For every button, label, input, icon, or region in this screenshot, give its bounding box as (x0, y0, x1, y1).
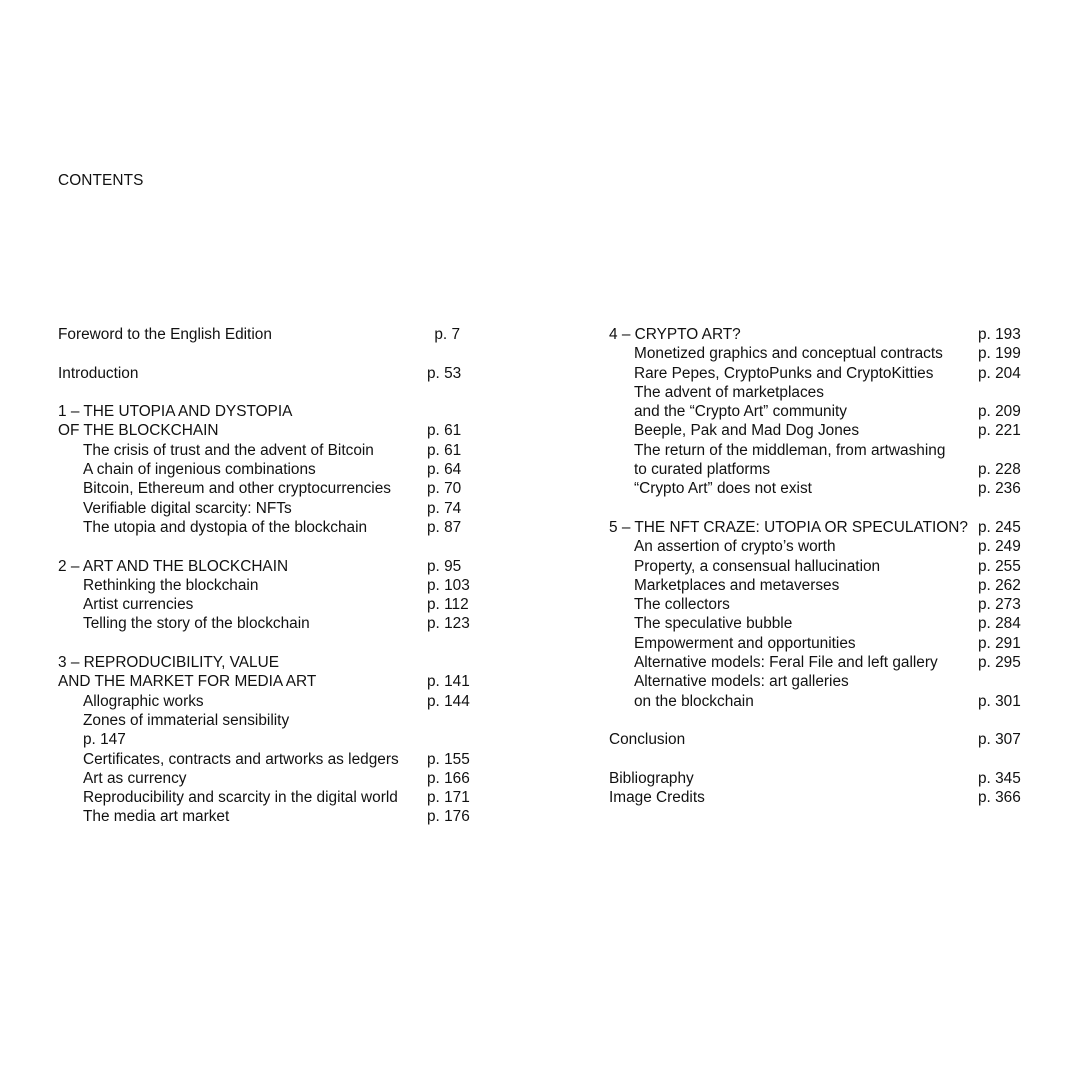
toc-entry-page: p. 171 (427, 789, 470, 807)
toc-entry-title: Alternative models: Feral File and left gallery (634, 654, 938, 672)
toc-entry[interactable] (609, 325, 1049, 344)
toc-entry[interactable] (58, 730, 498, 749)
toc-entry-page: p. 366 (978, 789, 1021, 807)
toc-entry[interactable] (609, 595, 1049, 614)
contents-heading: CONTENTS (58, 172, 144, 189)
toc-entry-page: p. 199 (978, 345, 1021, 363)
toc-entry-title: 3 – REPRODUCIBILITY, VALUE (58, 654, 279, 672)
toc-entry[interactable] (609, 614, 1049, 633)
toc-entry[interactable] (58, 653, 498, 672)
toc-entry-title: Bibliography (609, 769, 694, 787)
toc-entry[interactable] (609, 788, 1049, 807)
toc-entry[interactable] (58, 479, 498, 498)
toc-entry-page: p. 176 (427, 808, 470, 826)
toc-entry-page: p. 249 (978, 538, 1021, 556)
toc-entry-title: Artist currencies (83, 596, 194, 614)
toc-entry-page: p. 112 (427, 596, 469, 614)
toc-entry-title: The advent of marketplaces (634, 383, 824, 401)
toc-entry-page: p. 209 (978, 403, 1021, 421)
toc-entry-title: 1 – THE UTOPIA AND DYSTOPIA (58, 403, 293, 421)
toc-entry-title: Beeple, Pak and Mad Dog Jones (634, 422, 860, 440)
toc-entry[interactable] (609, 692, 1049, 711)
toc-entry-title: OF THE BLOCKCHAIN (58, 422, 219, 440)
toc-entry[interactable] (58, 441, 498, 460)
toc-entry[interactable] (609, 402, 1049, 421)
toc-entry-title: 2 – ART AND THE BLOCKCHAIN (58, 557, 289, 575)
toc-entry[interactable] (58, 499, 498, 518)
toc-entry-page: p. 53 (427, 364, 462, 382)
toc-entry-title: Empowerment and opportunities (634, 634, 856, 652)
toc-entry-title: Alternative models: art galleries (634, 673, 849, 691)
toc-entry-title: The media art market (83, 808, 230, 826)
toc-entry[interactable] (58, 750, 498, 769)
toc-entry-page: p. 245 (978, 518, 1021, 536)
toc-entry[interactable] (609, 421, 1049, 440)
toc-entry-page: p. 291 (978, 634, 1021, 652)
toc-right-column (609, 325, 1049, 807)
toc-entry[interactable] (58, 807, 498, 826)
toc-entry[interactable] (609, 653, 1049, 672)
toc-entry[interactable] (609, 769, 1049, 788)
toc-entry-title: Bitcoin, Ethereum and other cryptocurrencies (83, 480, 391, 498)
toc-entry-title: 5 – THE NFT CRAZE: UTOPIA OR SPECULATION? (609, 518, 968, 536)
toc-entry[interactable] (58, 557, 498, 576)
toc-left-column (58, 325, 498, 827)
toc-entry[interactable] (609, 383, 1049, 402)
toc-entry-page: p. 61 (427, 441, 462, 459)
toc-entry[interactable] (58, 614, 498, 633)
toc-entry-title: on the blockchain (634, 692, 754, 710)
toc-entry-title: The crisis of trust and the advent of Bitcoin (83, 441, 374, 459)
spacer (609, 750, 1049, 769)
toc-entry-title: Property, a consensual hallucination (634, 557, 881, 575)
spacer (609, 499, 1049, 518)
toc-entry-title: A chain of ingenious combinations (83, 461, 316, 479)
toc-entry[interactable] (609, 576, 1049, 595)
toc-entry-title: The return of the middleman, from artwashing (634, 441, 946, 459)
toc-entry[interactable] (609, 479, 1049, 498)
toc-entry-title: Marketplaces and metaverses (634, 576, 840, 594)
toc-entry-page: p. 74 (427, 499, 462, 517)
toc-entry-page: p. 103 (427, 576, 470, 594)
toc-entry-title: Conclusion (609, 731, 686, 749)
toc-entry-page: p. 236 (978, 480, 1021, 498)
toc-entry-page: p. 123 (427, 615, 470, 633)
toc-entry-title: Certificates, contracts and artworks as ledgers (83, 750, 399, 768)
toc-entry-title: Zones of immaterial sensibility (83, 711, 290, 729)
toc-entry-page: p. 255 (978, 557, 1021, 575)
toc-entry-title: Monetized graphics and conceptual contracts (634, 345, 943, 363)
toc-entry-page: p. 301 (978, 692, 1021, 710)
toc-entry-page: p. 273 (978, 596, 1021, 614)
toc-entry[interactable] (58, 788, 498, 807)
toc-entry-title: Art as currency (83, 769, 187, 787)
toc-entry[interactable] (58, 576, 498, 595)
toc-entry-title: The utopia and dystopia of the blockchain (83, 518, 368, 536)
toc-entry-page: p. 70 (427, 480, 462, 498)
spacer (58, 537, 498, 556)
toc-entry-page: p. 295 (978, 654, 1021, 672)
toc-entry[interactable] (58, 325, 498, 344)
toc-entry-page: p. 204 (978, 364, 1021, 382)
toc-entry-page: p. 144 (427, 692, 470, 710)
toc-entry-page: p. 61 (427, 422, 462, 440)
toc-entry-page: p. 221 (978, 422, 1021, 440)
toc-entry-title: “Crypto Art” does not exist (634, 480, 812, 498)
toc-entry-title: An assertion of crypto’s worth (634, 538, 836, 556)
toc-entry[interactable] (609, 364, 1049, 383)
toc-entry-page: p. 345 (978, 769, 1021, 787)
toc-entry-title: AND THE MARKET FOR MEDIA ART (58, 673, 317, 691)
toc-entry[interactable] (609, 557, 1049, 576)
toc-entry-title: to curated platforms (634, 461, 771, 479)
toc-entry-title: Rare Pepes, CryptoPunks and CryptoKitties (634, 364, 934, 382)
toc-entry-title: Allographic works (83, 692, 204, 710)
toc-entry[interactable] (609, 634, 1049, 653)
toc-entry[interactable] (58, 672, 498, 691)
toc-entry[interactable] (58, 460, 498, 479)
toc-entry[interactable] (58, 421, 498, 440)
toc-entry-title: The collectors (634, 596, 730, 614)
toc-entry-title: Verifiable digital scarcity: NFTs (83, 499, 292, 517)
toc-entry-title: Reproducibility and scarcity in the digital world (83, 789, 398, 807)
toc-entry-page: p. 141 (427, 673, 470, 691)
toc-entry-page: p. 228 (978, 461, 1021, 479)
toc-entry[interactable] (58, 595, 498, 614)
toc-entry-page: p. 284 (978, 615, 1021, 633)
toc-entry[interactable] (609, 537, 1049, 556)
toc-entry-title: Foreword to the English Edition (58, 326, 272, 343)
toc-entry-title: Image Credits (609, 789, 705, 807)
toc-entry[interactable] (58, 769, 498, 788)
toc-entry[interactable] (609, 460, 1049, 479)
spacer (609, 711, 1049, 730)
toc-entry-page: p. 307 (978, 731, 1021, 749)
toc-entry[interactable] (58, 518, 498, 537)
toc-entry-page: p. 7 (434, 326, 460, 343)
toc-entry-title: Introduction (58, 364, 139, 382)
spacer (58, 634, 498, 653)
toc-entry-page: p. 155 (427, 750, 470, 768)
toc-entry-title: 4 – CRYPTO ART? (609, 326, 741, 343)
toc-entry-title: Rethinking the blockchain (83, 576, 259, 594)
toc-entry-page: p. 166 (427, 769, 470, 787)
toc-entry-title: and the “Crypto Art” community (634, 403, 847, 421)
toc-entry-title: Telling the story of the blockchain (83, 615, 310, 633)
toc-entry[interactable] (609, 672, 1049, 691)
toc-entry-page: p. 193 (978, 326, 1021, 343)
toc-entry-page: p. 87 (427, 518, 462, 536)
toc-entry[interactable] (58, 364, 498, 383)
spacer (58, 383, 498, 402)
toc-entry[interactable] (609, 518, 1049, 537)
toc-entry[interactable] (58, 402, 498, 421)
toc-entry-title: The speculative bubble (634, 615, 793, 633)
spacer (58, 344, 498, 363)
toc-entry[interactable] (609, 730, 1049, 749)
toc-entry-page: p. 95 (427, 557, 462, 575)
toc-entry-page: p. 64 (427, 461, 462, 479)
toc-entry-page: p. 262 (978, 576, 1021, 594)
toc-entry[interactable] (609, 344, 1049, 363)
toc-entry[interactable] (609, 441, 1049, 460)
toc-entry-title: p. 147 (83, 731, 126, 749)
toc-entry[interactable] (58, 711, 498, 730)
toc-entry[interactable] (58, 692, 498, 711)
